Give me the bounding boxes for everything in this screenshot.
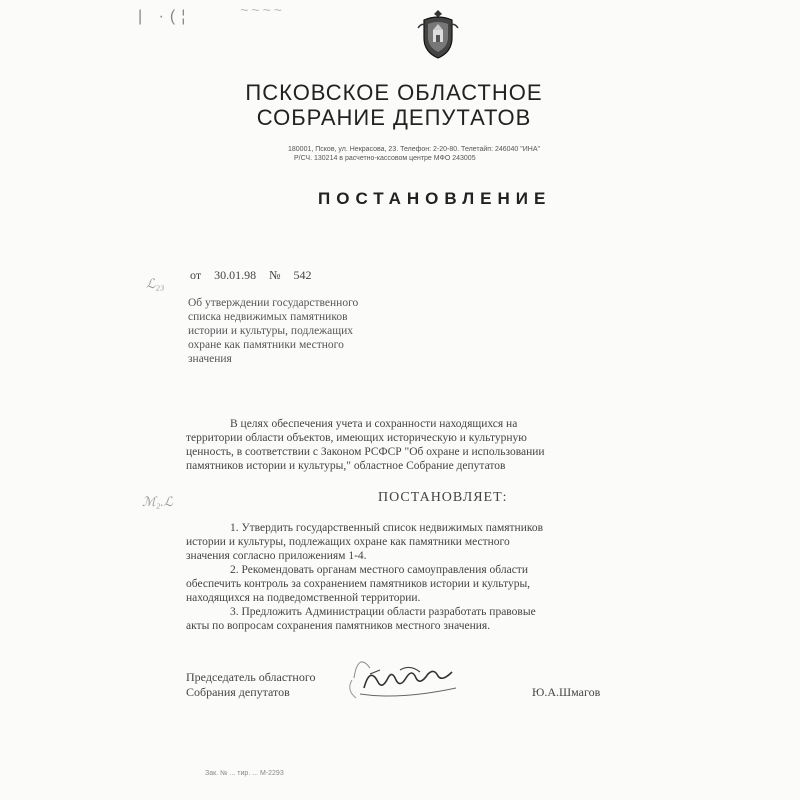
signatory-title-line1: Председатель областного [186, 670, 316, 684]
item-line: акты по вопросам сохранения памятников местного значения. [186, 620, 491, 632]
scan-artifact: | ·(¦ [138, 8, 192, 25]
signatory-title-line2: Собрания депутатов [186, 685, 290, 699]
preamble-paragraph [186, 417, 650, 473]
document-subject [188, 296, 406, 366]
handwritten-margin-note: ℳ₂.ℒ [142, 494, 174, 509]
preamble-line: памятников истории и культуры," областное Собрание депутатов [186, 460, 506, 472]
preamble-line: территории области объектов, имеющих историческую и культурную [186, 432, 527, 444]
item-line: 3. Предложить Администрации области разработать правовые [230, 606, 536, 618]
address-line2: Р/СЧ. 130214 в расчетно-кассовом центре МФО 243005 [294, 155, 476, 162]
decree-items [186, 521, 656, 633]
address-line1: 180001, Псков, ул. Некрасова, 23. Телефон: 2-20-80. Телетайп: 246040 "ИНА" [288, 146, 540, 153]
organization-name-line2: СОБРАНИЕ ДЕПУТАТОВ [256, 105, 532, 130]
item-line: 1. Утвердить государственный список недвижимых памятников [230, 522, 544, 534]
document-number: 542 [293, 268, 312, 282]
document-type-title: ПОСТАНОВЛЕНИЕ [318, 189, 552, 208]
decree-heading: ПОСТАНОВЛЯЕТ: [378, 490, 508, 505]
signatory-title [186, 670, 315, 700]
item-line: значения согласно приложениям 1-4. [186, 550, 367, 562]
number-label: № [269, 268, 281, 282]
item-line: находящихся на подведомственной территории. [186, 592, 421, 604]
subject-line: истории и культуры, подлежащих [188, 325, 353, 337]
subject-line: Об утверждении государственного [188, 297, 359, 309]
date-and-number [190, 268, 322, 283]
scan-artifact: ~~~~ [240, 2, 285, 18]
item-line: истории и культуры, подлежащих охране как памятники местного [186, 536, 510, 548]
item-line: 2. Рекомендовать органам местного самоуправления области [230, 564, 528, 576]
subject-line: охране как памятники местного [188, 339, 344, 351]
signatory-name: Ю.А.Шмагов [532, 685, 601, 699]
organization-name-line1: ПСКОВСКОЕ ОБЛАСТНОЕ [245, 80, 543, 105]
handwritten-signature [340, 650, 470, 708]
coat-of-arms-emblem [416, 8, 460, 60]
handwritten-margin-note: ℒ₂₃ [146, 276, 165, 291]
document-date: 30.01.98 [214, 268, 257, 282]
item-line: обеспечить контроль за сохранением памятников истории и культуры, [186, 578, 531, 590]
preamble-line: ценность, в соответствии с Законом РСФСР "Об охране и использовании [186, 446, 545, 458]
preamble-line: В целях обеспечения учета и сохранности находящихся на [230, 418, 518, 430]
print-footer: Зак. № ... тир. ... М-2293 [205, 770, 284, 777]
subject-line: списка недвижимых памятников [188, 311, 348, 323]
from-label: от [190, 268, 202, 282]
subject-line: значения [188, 353, 232, 365]
